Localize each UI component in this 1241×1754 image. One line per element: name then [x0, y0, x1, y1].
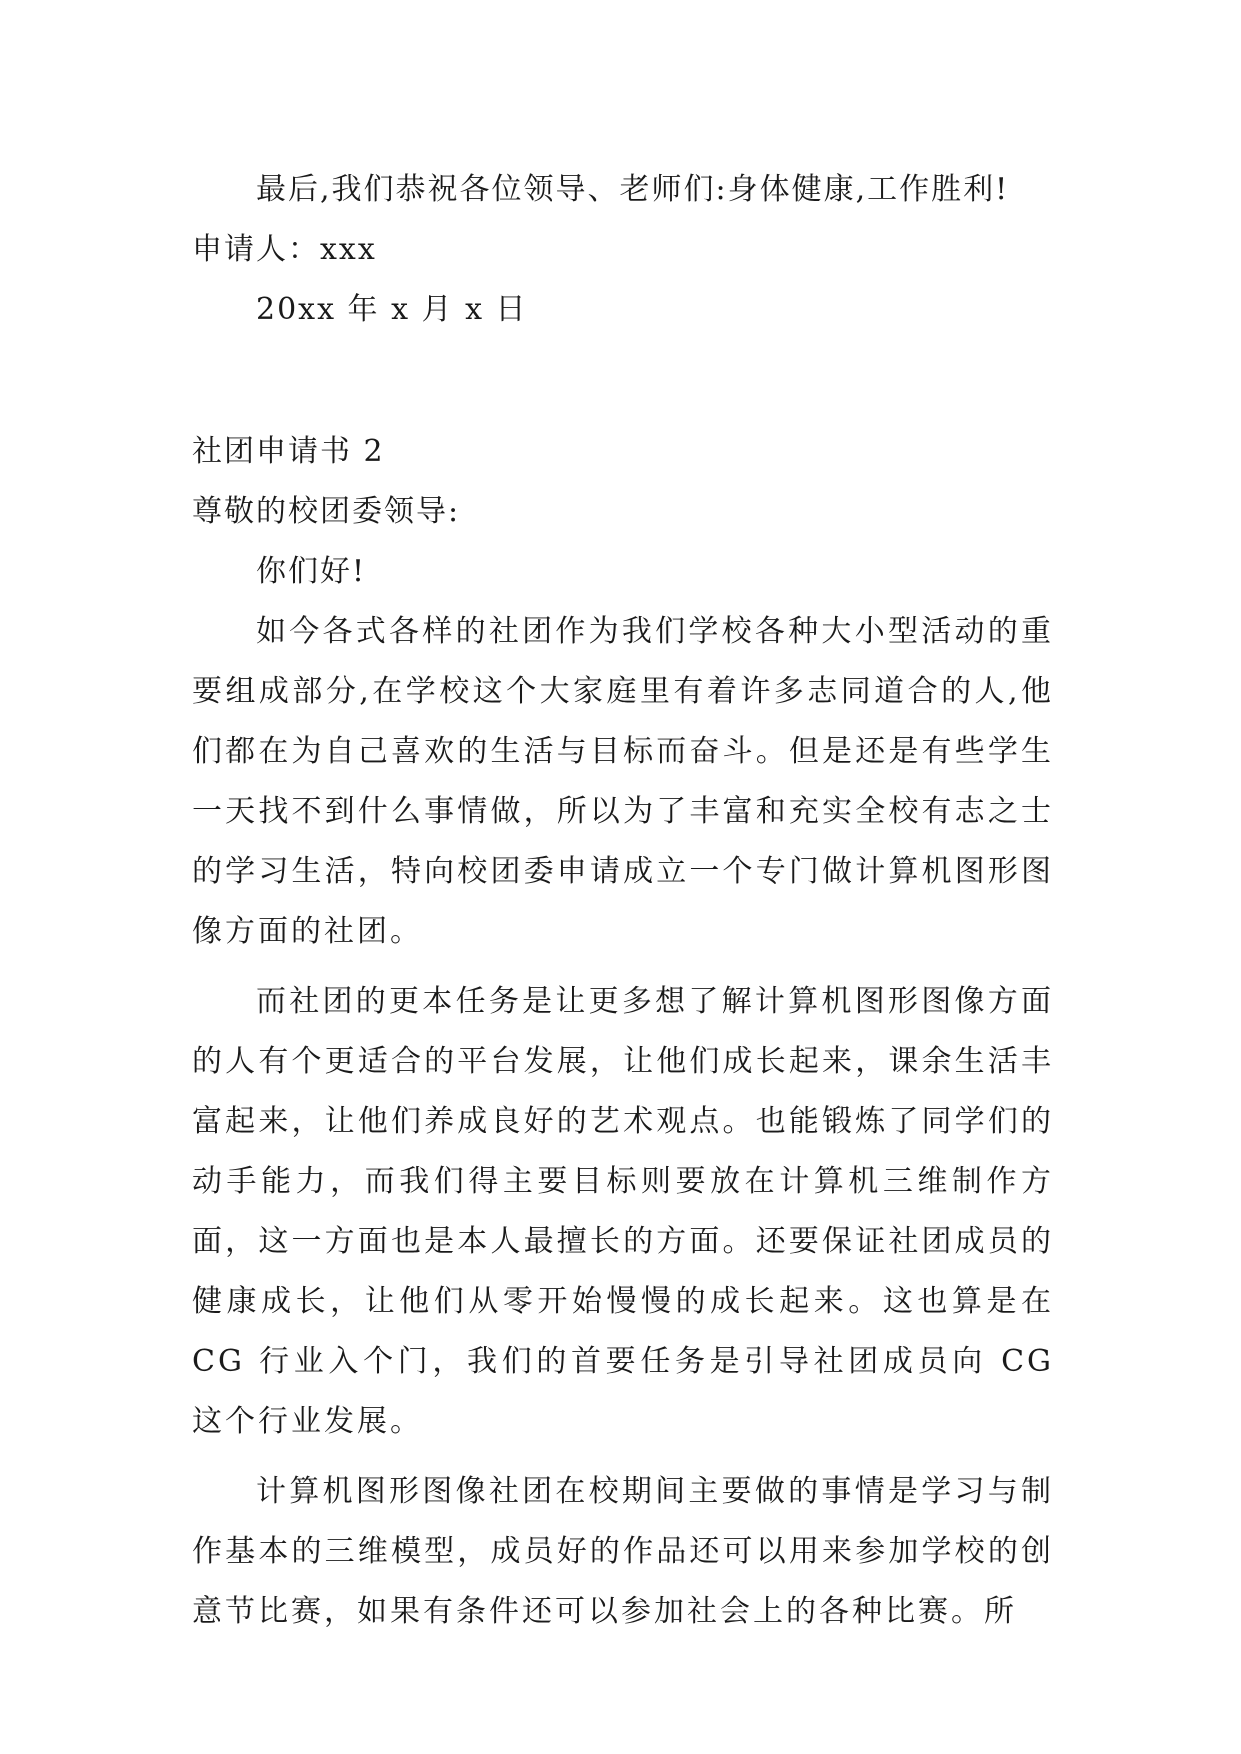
date-line: 20xx 年 x 月 x 日 — [256, 292, 528, 327]
salutation: 尊敬的校团委领导: — [192, 494, 461, 529]
closing-wish: 最后,我们恭祝各位领导、老师们:身体健康,工作胜利! — [256, 172, 1010, 207]
greeting: 你们好! — [256, 554, 367, 589]
body-paragraph-1: 如今各式各样的社团作为我们学校各种大小型活动的重要组成部分,在学校这个大家庭里有着许多志同道合的人,他们都在为自己喜欢的生活与目标而奋斗。但是还是有些学生一天找不到什么事情做，所以为了丰富和充实全校有志之士的学习生活，特向校团委申请成立一个专门做计算机图形图像方面的社团。 — [192, 614, 1054, 949]
section-spacer — [192, 340, 1054, 422]
document-page — [192, 160, 1054, 1642]
body-paragraph-2: 而社团的更本任务是让更多想了解计算机图形图像方面的人有个更适合的平台发展，让他们成长起来，课余生活丰富起来，让他们养成良好的艺术观点。也能锻炼了同学们的动手能力，而我们得主要目标则要放在计算机三维制作方面，这一方面也是本人最擅长的方面。还要保证社团成员的健康成长，让他们从零开始慢慢的成长起来。这也算是在 CG 行业入个门，我们的首要任务是引导社团成员向 CG 这个行业发展。 — [192, 984, 1054, 1439]
letter-title: 社团申请书 2 — [192, 434, 385, 469]
applicant-line: 申请人：xxx — [192, 232, 377, 267]
body-paragraph-3: 计算机图形图像社团在校期间主要做的事情是学习与制作基本的三维模型，成员好的作品还可以用来参加学校的创意节比赛，如果有条件还可以参加社会上的各种比赛。所 — [192, 1474, 1054, 1629]
